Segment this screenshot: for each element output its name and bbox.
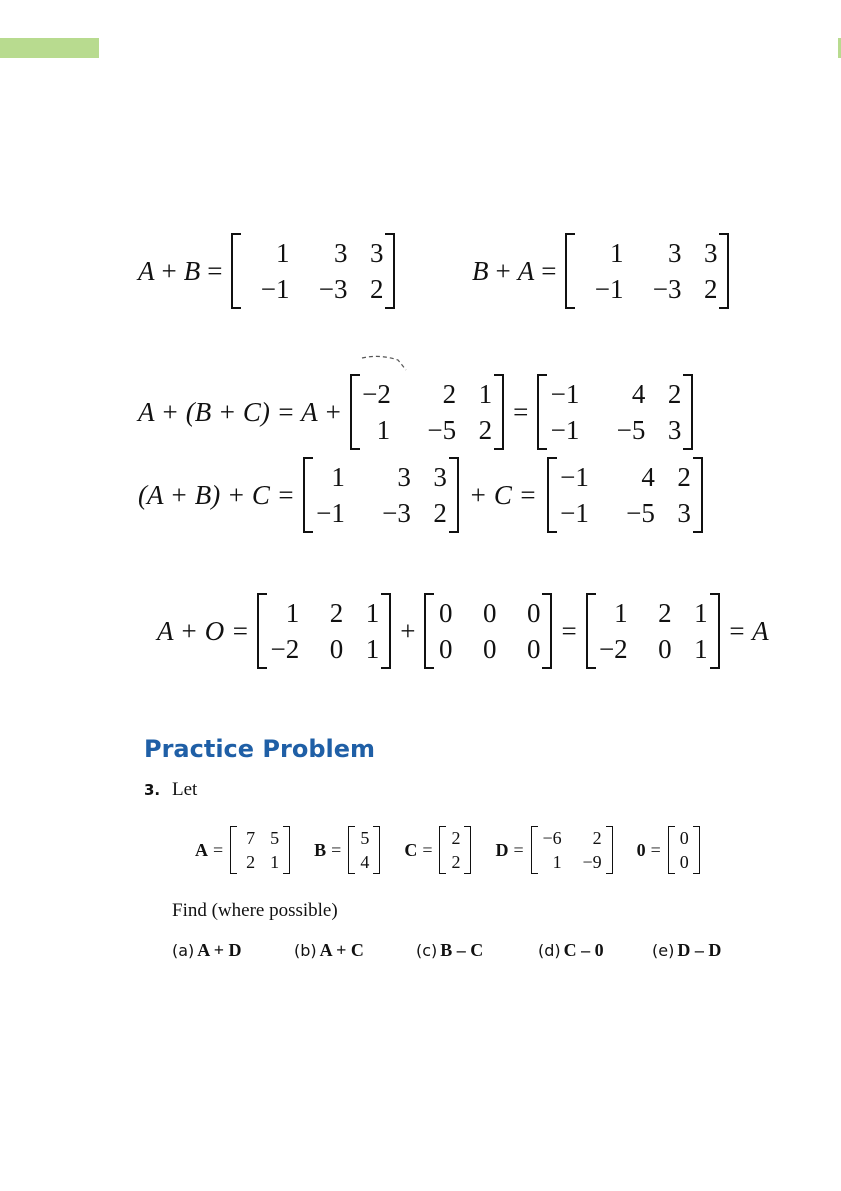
right-bracket bbox=[464, 826, 471, 874]
matrix-cell: 3 bbox=[333, 238, 348, 268]
left-bracket bbox=[348, 826, 355, 874]
matrix-cell: −6 bbox=[542, 828, 562, 848]
matrix bbox=[257, 593, 391, 669]
matrix-cell: 3 bbox=[369, 238, 384, 268]
eq2-var-b: B bbox=[472, 255, 489, 286]
matrix-cell: 2 bbox=[592, 828, 602, 848]
equation-a-plus-b bbox=[138, 233, 397, 309]
eq5-left-side: A + O = bbox=[157, 615, 250, 646]
matrix-cell: 2 bbox=[703, 274, 718, 304]
matrix-cell: 1 bbox=[275, 238, 290, 268]
eq5-plus: + bbox=[400, 615, 416, 646]
matrix-cell: 0 bbox=[679, 828, 689, 848]
matrix-cell: 7 bbox=[246, 828, 256, 848]
problem-parts bbox=[172, 940, 721, 961]
left-bracket bbox=[230, 826, 237, 874]
part-expression: A + D bbox=[197, 940, 242, 960]
matrix bbox=[565, 233, 729, 309]
matrix-cell: 3 bbox=[433, 462, 447, 492]
part-e bbox=[652, 940, 721, 961]
equation-a-plus-zero bbox=[157, 593, 769, 669]
right-bracket bbox=[494, 374, 504, 450]
matrix bbox=[547, 457, 703, 533]
left-bracket bbox=[231, 233, 241, 309]
matrix-cell: 3 bbox=[703, 238, 718, 268]
matrix bbox=[424, 593, 552, 669]
eq3-left-side: A + (B + C) = A + bbox=[138, 396, 343, 427]
matrix-cell: 0 bbox=[438, 598, 453, 628]
matrix-cell: 2 bbox=[433, 498, 447, 528]
matrix-a bbox=[230, 826, 290, 874]
matrix-cell: 3 bbox=[677, 498, 691, 528]
left-bracket bbox=[565, 233, 575, 309]
part-label: (a) bbox=[172, 941, 195, 960]
matrix-cell: 4 bbox=[631, 379, 646, 409]
def-c-equals: = bbox=[422, 839, 433, 860]
eq5-equals: = bbox=[561, 615, 577, 646]
problem-number: 3. bbox=[144, 781, 161, 799]
matrix-cell: −2 bbox=[362, 379, 391, 409]
matrix-cell: 3 bbox=[667, 238, 682, 268]
matrix-cell: 0 bbox=[438, 634, 453, 664]
matrix-cell: 1 bbox=[614, 598, 628, 628]
matrix-cell: 1 bbox=[376, 415, 391, 445]
part-b bbox=[294, 940, 416, 961]
def-zero-equals: = bbox=[650, 839, 661, 860]
left-bracket bbox=[668, 826, 675, 874]
right-bracket bbox=[606, 826, 613, 874]
eq2-equals: = bbox=[541, 255, 557, 286]
matrix-cell: 0 bbox=[658, 634, 672, 664]
right-bracket bbox=[449, 457, 459, 533]
right-bracket bbox=[373, 826, 380, 874]
matrix-cell: 1 bbox=[285, 598, 300, 628]
matrix-cell: −2 bbox=[598, 634, 628, 664]
right-bracket bbox=[283, 826, 290, 874]
matrix-cell: 2 bbox=[451, 828, 461, 848]
part-label: (e) bbox=[652, 941, 675, 960]
part-label: (b) bbox=[294, 941, 317, 960]
right-bracket bbox=[693, 457, 703, 533]
matrix-cell: −1 bbox=[550, 415, 580, 445]
equation-b-plus-a bbox=[472, 233, 731, 309]
left-bracket bbox=[424, 593, 434, 669]
left-bracket bbox=[350, 374, 360, 450]
left-bracket bbox=[257, 593, 267, 669]
def-d-equals: = bbox=[513, 839, 524, 860]
def-c-name: C bbox=[404, 839, 418, 860]
matrix-d bbox=[531, 826, 613, 874]
eq2-plus: + bbox=[495, 255, 511, 286]
matrix-cell: 0 bbox=[526, 634, 541, 664]
matrix-cell: −1 bbox=[316, 498, 345, 528]
matrix-cell: 1 bbox=[365, 634, 380, 664]
matrix-cell: −1 bbox=[560, 498, 589, 528]
matrix-cell: 2 bbox=[246, 852, 256, 872]
matrix-cell: 1 bbox=[270, 852, 280, 872]
matrix-cell: 5 bbox=[270, 828, 280, 848]
matrix bbox=[303, 457, 459, 533]
equation-a-plus-b-plus-c bbox=[138, 374, 695, 450]
practice-problem-heading: Practice Problem bbox=[144, 735, 376, 763]
matrix-cell: 0 bbox=[679, 852, 689, 872]
matrix-cell: 2 bbox=[329, 598, 344, 628]
part-expression: D – D bbox=[677, 940, 722, 960]
part-label: (d) bbox=[538, 941, 561, 960]
matrix-cell: 0 bbox=[482, 598, 497, 628]
matrix bbox=[231, 233, 395, 309]
part-expression: B – C bbox=[440, 940, 484, 960]
matrix-cell: 5 bbox=[360, 828, 370, 848]
eq1-var-b: B bbox=[183, 255, 201, 286]
equation-a-plus-b-then-c bbox=[138, 457, 705, 533]
eq1-plus: + bbox=[161, 255, 177, 286]
def-a-equals: = bbox=[213, 839, 224, 860]
matrix-cell: 1 bbox=[694, 598, 708, 628]
right-bracket bbox=[381, 593, 391, 669]
matrix-cell: 1 bbox=[694, 634, 708, 664]
matrix-cell: −1 bbox=[594, 274, 624, 304]
matrix-cell: −3 bbox=[318, 274, 348, 304]
matrix-cell: −1 bbox=[260, 274, 290, 304]
eq4-left-side: (A + B) + C = bbox=[138, 479, 295, 510]
left-bracket bbox=[303, 457, 313, 533]
matrix-cell: 2 bbox=[677, 462, 691, 492]
matrix-cell: −3 bbox=[382, 498, 411, 528]
left-bracket bbox=[537, 374, 547, 450]
right-bracket bbox=[719, 233, 729, 309]
matrix-cell: −5 bbox=[616, 415, 646, 445]
matrix-cell: 3 bbox=[397, 462, 411, 492]
part-label: (c) bbox=[416, 941, 438, 960]
part-c bbox=[416, 940, 538, 961]
matrix-cell: 4 bbox=[360, 852, 370, 872]
def-d-name: D bbox=[495, 839, 509, 860]
matrix-cell: −5 bbox=[626, 498, 655, 528]
right-bracket bbox=[710, 593, 720, 669]
eq2-var-a: A bbox=[517, 255, 535, 286]
left-bracket bbox=[531, 826, 538, 874]
scan-smudge-mark bbox=[360, 352, 408, 374]
matrix-cell: 2 bbox=[658, 598, 672, 628]
find-instruction: Find (where possible) bbox=[172, 900, 338, 921]
matrix-cell: 1 bbox=[365, 598, 380, 628]
eq3-equals: = bbox=[513, 396, 529, 427]
matrix-zero bbox=[668, 826, 700, 874]
matrix-definitions bbox=[195, 826, 702, 874]
left-bracket bbox=[547, 457, 557, 533]
part-d bbox=[538, 940, 652, 961]
eq1-equals: = bbox=[207, 255, 223, 286]
header-tab-marker-left bbox=[0, 38, 99, 58]
matrix-cell: 3 bbox=[667, 415, 682, 445]
matrix-cell: −3 bbox=[652, 274, 682, 304]
matrix-cell: 0 bbox=[526, 598, 541, 628]
right-bracket bbox=[385, 233, 395, 309]
matrix-cell: 1 bbox=[478, 379, 493, 409]
def-b-equals: = bbox=[331, 839, 342, 860]
matrix-cell: 2 bbox=[478, 415, 493, 445]
left-bracket bbox=[586, 593, 596, 669]
matrix-cell: −2 bbox=[270, 634, 300, 664]
def-b-name: B bbox=[314, 839, 327, 860]
matrix-c bbox=[439, 826, 471, 874]
matrix-cell: 2 bbox=[369, 274, 384, 304]
matrix bbox=[350, 374, 504, 450]
def-zero-name: 0 bbox=[636, 839, 646, 860]
matrix-cell: −9 bbox=[582, 852, 602, 872]
matrix-cell: 2 bbox=[442, 379, 457, 409]
problem-intro: Let bbox=[172, 779, 198, 800]
matrix-cell: −1 bbox=[560, 462, 589, 492]
def-a-name: A bbox=[195, 839, 208, 860]
part-expression: C – 0 bbox=[563, 940, 604, 960]
right-bracket bbox=[693, 826, 700, 874]
matrix-cell: −5 bbox=[427, 415, 457, 445]
right-bracket bbox=[542, 593, 552, 669]
matrix bbox=[586, 593, 720, 669]
part-a bbox=[172, 940, 294, 961]
matrix-cell: 4 bbox=[641, 462, 655, 492]
matrix-cell: 1 bbox=[331, 462, 345, 492]
eq5-right-side: = A bbox=[727, 615, 769, 646]
matrix-cell: 0 bbox=[482, 634, 497, 664]
matrix-b bbox=[348, 826, 380, 874]
matrix-cell: −1 bbox=[550, 379, 580, 409]
part-expression: A + C bbox=[319, 940, 364, 960]
matrix-cell: 2 bbox=[451, 852, 461, 872]
matrix-cell: 1 bbox=[552, 852, 562, 872]
matrix-cell: 0 bbox=[329, 634, 344, 664]
matrix-cell: 2 bbox=[667, 379, 682, 409]
eq4-plus-c: + C = bbox=[468, 479, 537, 510]
left-bracket bbox=[439, 826, 446, 874]
eq1-var-a: A bbox=[138, 255, 155, 286]
matrix-cell: 1 bbox=[609, 238, 624, 268]
matrix bbox=[537, 374, 693, 450]
right-bracket bbox=[683, 374, 693, 450]
